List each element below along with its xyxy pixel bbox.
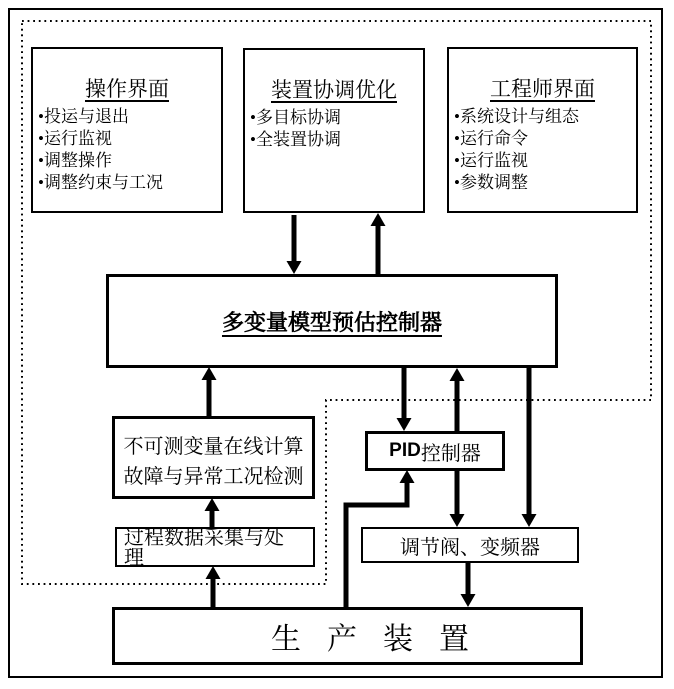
production-plant-box bbox=[112, 607, 583, 665]
coordination-optimization-box bbox=[243, 48, 425, 213]
list-item: •调整约束与工况 bbox=[38, 173, 163, 192]
actuator-box bbox=[361, 527, 579, 563]
list-item: •投运与退出 bbox=[38, 107, 129, 126]
operator-interface-list bbox=[33, 106, 221, 194]
mpc-controller-box bbox=[106, 274, 558, 368]
estimator-line1: 不可测变量在线计算 bbox=[123, 436, 304, 458]
arrow-mpc-to-actuator bbox=[522, 368, 537, 527]
pid-controller-box bbox=[365, 431, 505, 471]
operator-interface-box bbox=[31, 47, 223, 213]
arrow-actuator-to-plant bbox=[461, 563, 476, 607]
list-item: •多目标协调 bbox=[250, 108, 341, 127]
arrow-estimator-to-mpc bbox=[202, 367, 217, 416]
list-item: •运行命令 bbox=[454, 129, 528, 148]
list-item: •调整操作 bbox=[38, 151, 112, 170]
operator-interface-title: 操作界面 bbox=[85, 77, 169, 101]
coordination-optimization-title: 装置协调优化 bbox=[271, 78, 397, 102]
engineer-interface-list bbox=[449, 106, 636, 194]
arrow-dataacq-to-estimator bbox=[205, 498, 220, 528]
estimator-line2: 故障与异常工况检测 bbox=[123, 466, 304, 488]
arrow-plant-to-dataacq bbox=[206, 566, 221, 607]
arrow-mpc-to-coordination bbox=[371, 213, 386, 274]
list-item: •运行监视 bbox=[454, 151, 528, 170]
pid-controller-prefix: PID bbox=[389, 440, 421, 461]
data-acquisition-box bbox=[115, 527, 315, 567]
data-acquisition-label: 过程数据采集与处理 bbox=[124, 527, 284, 569]
engineer-interface-title: 工程师界面 bbox=[490, 77, 595, 101]
mpc-controller-label: 多变量模型预估控制器 bbox=[221, 309, 442, 335]
list-item: •系统设计与组态 bbox=[454, 107, 579, 126]
pid-controller-suffix: 控制器 bbox=[420, 442, 481, 465]
engineer-interface-box bbox=[447, 47, 638, 213]
actuator-label: 调节阀、变频器 bbox=[400, 536, 540, 559]
coordination-optimization-list bbox=[245, 107, 423, 151]
list-item: •全装置协调 bbox=[250, 130, 341, 149]
list-item: •运行监视 bbox=[38, 129, 112, 148]
production-plant-label: 生产装置 bbox=[271, 623, 495, 656]
arrow-coordination-to-mpc bbox=[287, 215, 302, 274]
list-item: •参数调整 bbox=[454, 173, 528, 192]
estimator-box bbox=[112, 416, 315, 499]
